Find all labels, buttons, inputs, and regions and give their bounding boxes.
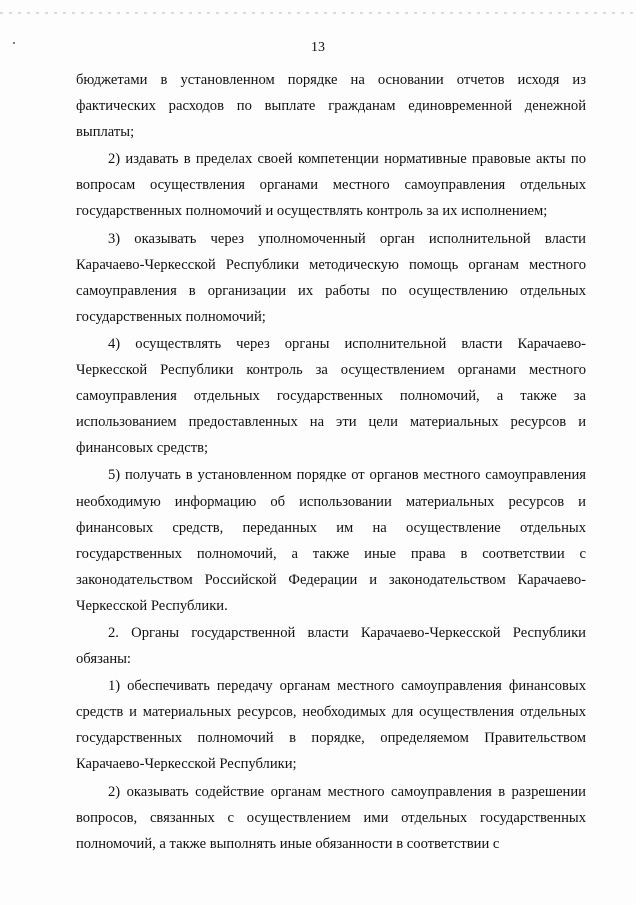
paragraph-section-2: 2. Органы государственной власти Карачаево-Черкесской Республики обязаны:	[76, 624, 586, 668]
paragraph-item-3: 3) оказывать через уполномоченный орган исполнительной власти Карачаево-Черкесской Республики методическую помощь органам местного самоуправления в организации их работы по осуществлению отдельных государственных полномочий;	[76, 230, 586, 325]
paragraph-item-4: 4) осуществлять через органы исполнительной власти Карачаево-Черкесской Республики контроль за осуществлением органами местного самоуправления отдельных государственных полномочий, а также за использованием предоставленных на эти цели материальных ресурсов и финансовых средств;	[76, 335, 586, 457]
paragraph-item-2: 2) издавать в пределах своей компетенции нормативные правовые акты по вопросам осуществления органами местного самоуправления отдельных государственных полномочий и осуществлять контроль за их исполнением;	[76, 151, 586, 220]
paragraph-item-5: 5) получать в установленном порядке от органов местного самоуправления необходимую информацию об использовании материальных ресурсов и финансовых средств, переданных им на осуществление отдельных государственных полномочий, а также иные права в соответствии с законодательством Российской Федерации и законодательством Карачаево-Черкесской Республики.	[76, 467, 586, 614]
document-body	[76, 67, 586, 857]
paragraph-continuation: бюджетами в установленном порядке на основании отчетов исходя из фактических расходов по выплате гражданам единовременной денежной выплаты;	[76, 72, 586, 141]
page-number: 13	[311, 40, 325, 55]
scan-artifact-top-edge	[0, 12, 636, 14]
paragraph-obligation-2: 2) оказывать содействие органам местного самоуправления в разрешении вопросов, связанных с осуществлением ими отдельных государственных полномочий, а также выполнять иные обязанности в соответствии с	[76, 783, 586, 852]
paragraph-obligation-1: 1) обеспечивать передачу органам местного самоуправления финансовых средств и материальных ресурсов, необходимых для осуществления отдельных государственных полномочий в порядке, определяемом Правительством Карачаево-Черкесской Республики;	[76, 678, 586, 773]
